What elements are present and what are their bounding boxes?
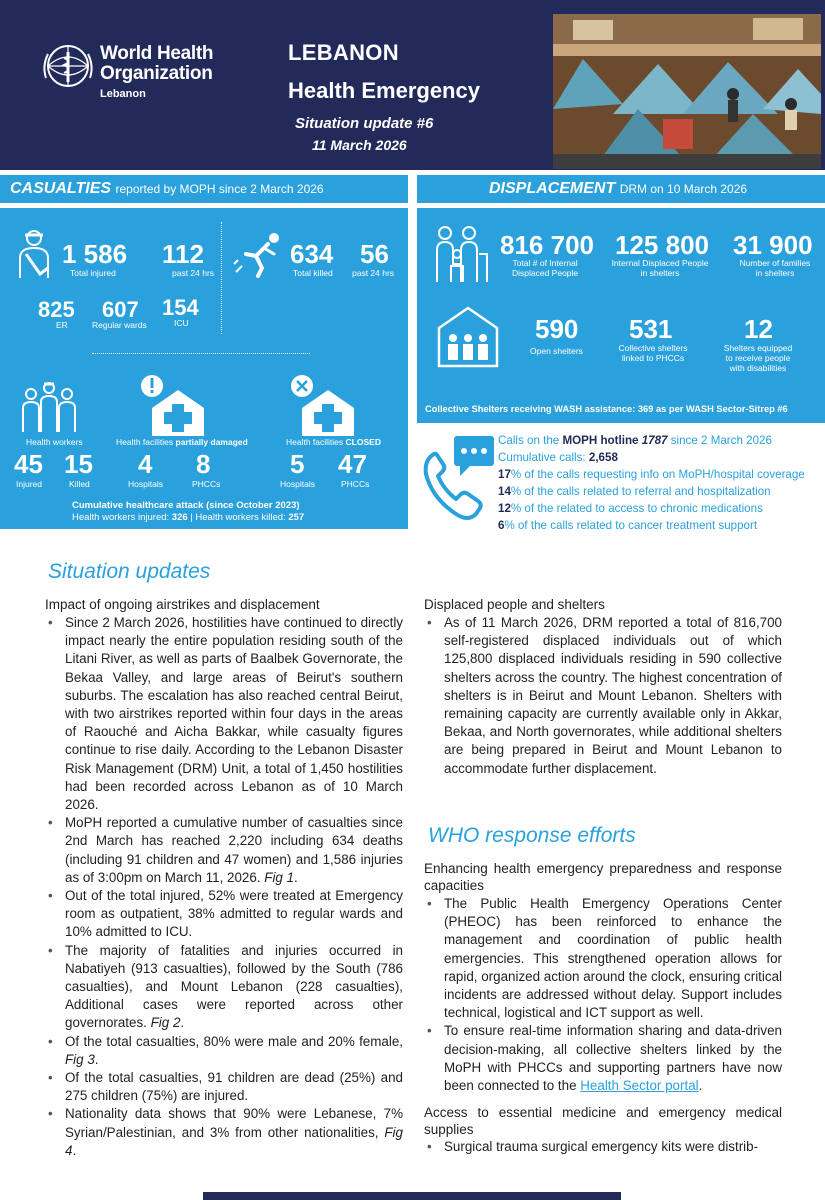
hotline-stat-2 [498,483,771,500]
partial-phccs-label: PHCCs [192,479,221,489]
displacement-title-bar [417,175,825,203]
injured-24h-value: 112 [162,239,204,269]
page-title: Health Emergency [288,78,480,103]
open-shelters-value: 590 [535,314,579,344]
hotline-post: since 2 March 2026 [670,434,772,447]
disability-shelters-label-line2: to receive people [725,353,791,363]
hotline-stat-1 [498,466,805,483]
killed-24h-value: 56 [360,239,389,269]
injured-24h-label: past 24 hrs [172,268,215,278]
hw-killed-value: 15 [64,449,93,479]
linked-shelters-label [610,343,696,363]
hotline-stat-3 [498,500,763,517]
list-item: • Out of the total injured, 52% were treated at Emergency room as outpatient, 38% admitted to regular wards and 10% admitted to ICU. [45,887,403,942]
figure-ref: Fig 2 [150,1015,181,1031]
list-item: • MoPH reported a cumulative number of casualties since 2nd March has reached 2,220 including 634 deaths (including 91 children and 47 women) and 1,586 injuries as of 3:00pm on March 11, 2026. Fig 1. [45,814,403,887]
shelter-photo [553,14,821,169]
cumul-killed-value: 257 [288,512,305,523]
closed-phccs-label: PHCCs [341,479,370,489]
cumulative-attack-values [72,512,304,524]
injured-person-icon [14,228,58,280]
hotline-stat-1-text: % of the calls requesting info on MoPH/hospital coverage [510,468,805,481]
disability-shelters-label [715,343,801,373]
list-item: • Nationality data shows that 90% were Lebanese, 7% Syrian/Palestinian, and 3% from other nationalities, Fig 4. [45,1105,403,1160]
who-response-heading: WHO response efforts [428,824,636,847]
hotline-stat-4 [498,517,757,534]
regular-wards-value: 607 [102,297,139,322]
phone-hotline-icon [420,428,498,523]
list-item: • The majority of fatalities and injuries occurred in Nabatiyeh (913 casualties), followed by the South (786 casualties), and Mount Lebanon (228 casualties), Additional cases were reported across other governorates. Fig 2. [45,942,403,1033]
figure-ref: Fig 4 [65,1124,403,1158]
disability-shelters-label-line1: Shelters equipped [723,343,793,353]
idp-shelters-value: 125 800 [615,230,709,260]
figure-ref: Fig 3 [65,1051,95,1067]
er-value: 825 [38,297,75,322]
idp-total-value: 816 700 [500,230,594,260]
families-value: 31 900 [733,230,813,260]
org-name [100,44,213,84]
vertical-divider [221,222,222,334]
situation-updates-heading: Situation updates [48,560,211,583]
hw-injured-value: 45 [14,449,43,479]
hotline-stat-3-pct: 12 [498,502,511,515]
list-item: • Of the total casualties, 80% were male and 20% female, Fig 3. [45,1033,403,1069]
closed-title-text: Health facilities [286,437,344,447]
list-item: • Of the total casualties, 91 children are dead (25%) and 275 children (75%) are injured. [45,1069,403,1105]
horizontal-divider [92,353,310,354]
list-item: • Since 2 March 2026, hostilities have continued to directly impact nearly the entire population residing south of the Litani River, as well as parts of Baalbek Governorate, the Bekaa Valley, and large areas of Beirut's southern suburbs. The escalation has also reached central Beirut, with two airstrikes reported within four days in the areas of Raouché and Aicha Bakkar, while casualty figures continue to rise daily. According to the Lebanon Disaster Risk Management (DRM) Unit, a total of 1,450 hostilities had been recorded across Lebanon as of 10 March 2026. [45,614,403,814]
idp-shelters-label-line2: in shelters [640,268,680,278]
hotline-stat-2-pct: 14 [498,485,511,498]
list-item: • Surgical trauma surgical emergency kits were distrib- [424,1138,782,1156]
killed-24h-label: past 24 hrs [352,268,395,278]
displaced-bullet-list [424,614,782,778]
displacement-subtitle: DRM on 10 March 2026 [619,182,748,196]
idp-total-label-line1: Total # of Internal [512,258,578,268]
hotline-stat-2-text: % of the calls related to referral and hospitalization [510,485,771,498]
airstrikes-subhead: Impact of ongoing airstrikes and displacement [45,597,320,612]
cumul-killed-label: Health workers killed: [195,512,286,523]
header-banner [0,0,825,170]
health-workers-title: Health workers [26,437,83,447]
partial-hospitals-label: Hospitals [128,479,163,489]
total-injured-label: Total injured [70,268,116,278]
idp-total-label [512,258,578,278]
linked-shelters-value: 531 [629,314,673,344]
hotline-stat-4-text: % of the calls related to cancer treatment support [504,519,758,532]
cumulative-attack-note [72,500,304,524]
health-workers-icon [20,378,78,434]
org-name-line1: World Health [100,43,214,64]
disability-shelters-label-line3: with disabilities [729,363,787,373]
cumul-separator: | [190,512,193,523]
hw-killed-label: Killed [69,479,90,489]
figure-ref: Fig 1 [264,869,295,885]
situation-update-number: Situation update #6 [295,115,434,132]
response-bullet-list [424,895,782,1095]
shelter-icon [435,304,501,370]
idp-shelters-label-line1: Internal Displaced People [611,258,709,268]
cumulative-attack-title: Cumulative healthcare attack (since October 2023) [72,500,300,511]
idp-shelters-label [608,258,712,278]
partial-hospitals-value: 4 [138,449,153,479]
icu-label: ICU [174,318,189,328]
medicine-bullet-list [424,1138,782,1156]
hotline-bold: MOPH hotline [562,434,639,447]
hotline-number: 1787 [641,434,668,447]
regular-wards-label: Regular wards [92,320,147,330]
total-killed-label: Total killed [293,268,333,278]
linked-shelters-label-line1: Collective shelters [618,343,688,353]
closed-title-bold: CLOSED [345,437,381,447]
wash-assistance-note: Collective Shelters receiving WASH assistance: 369 as per WASH Sector-Sitrep #6 [425,404,788,414]
country-title: LEBANON [288,40,399,65]
list-item-text: To ensure real-time information sharing and data-driven decision-making, all collective shelters linked by the MoPH with PHCCs and supporting partners have now been connected to the [444,1023,782,1094]
medicine-subhead: Access to essential medicine and emergency medical supplies [424,1105,782,1137]
partially-damaged-title-bold: partially damaged [175,437,248,447]
displacement-title: DISPLACEMENT [489,180,616,197]
hw-injured-label: Injured [16,479,42,489]
hotline-stat-4-pct: 6 [498,519,505,532]
families-label-line1: Number of families [739,258,811,268]
casualties-subtitle: reported by MOPH since 2 March 2026 [115,182,324,196]
footer-bar [203,1192,621,1200]
hotline-pre: Calls on the [498,434,560,447]
list-item-text: Nationality data shows that 90% were Lebanese, 7% Syrian/Palestinian, and 3% from other nationalities, [65,1106,403,1140]
casualties-title-bar [0,175,408,203]
hotline-line2 [498,449,618,466]
org-name-line2: Organization [100,63,213,84]
closed-phccs-value: 47 [338,449,367,479]
list-item-text: MoPH reported a cumulative number of casualties since 2nd March has reached 2,220 including 634 deaths (including 91 children and 47 women) and 1,586 injuries as of 3:00pm on March 11, 2026. [65,815,403,885]
icu-value: 154 [162,295,199,320]
cumulative-calls-value: 2,658 [588,451,618,464]
displaced-family-icon [431,224,489,284]
cumul-injured-value: 326 [171,512,188,523]
list-item-text: The majority of fatalities and injuries occurred in Nabatiyeh (913 casualties), followed by the South (786 casualties), and Mount Lebanon (228 casualties), Additional cases were reported across other governorates. [65,942,403,1031]
preparedness-subhead: Enhancing health emergency preparedness and response capacities [424,861,782,893]
who-emblem-icon [40,38,96,94]
report-date: 11 March 2026 [312,137,407,153]
falling-person-icon [232,230,284,280]
idp-total-label-line2: Displaced People [512,268,579,278]
health-sector-portal-link[interactable]: Health Sector portal [580,1078,699,1094]
casualties-panel [0,208,408,529]
hotline-stat-3-text: % of the related to access to chronic medications [510,502,763,515]
partially-damaged-title [116,437,248,447]
displaced-subhead: Displaced people and shelters [424,597,605,612]
facility-closed-icon [288,372,358,438]
total-killed-value: 634 [290,239,334,269]
airstrikes-bullet-list [45,614,403,1160]
closed-title [286,437,381,447]
cumulative-calls-label: Cumulative calls: [498,451,586,464]
families-label-line2: in shelters [755,268,795,278]
partial-phccs-value: 8 [196,449,211,479]
er-label: ER [56,320,68,330]
families-label [735,258,815,278]
list-item-text: Of the total casualties, 80% were male and 20% female, [65,1033,403,1049]
hotline-stat-1-pct: 17 [498,468,511,481]
open-shelters-label: Open shelters [530,346,583,356]
list-item: • The Public Health Emergency Operations Center (PHEOC) has been reinforced to enhance the management and coordination of public health emergencies. This strengthened operation allows for rapid, organized action around the clock, ensuring critical incidents are addressed without delay. Support includes technical, logistical and ICT support as well. [424,895,782,1022]
casualties-title: CASUALTIES [10,180,112,197]
cumul-injured-label: Health workers injured: [72,512,170,523]
linked-shelters-label-line2: linked to PHCCs [621,353,685,363]
closed-hospitals-label: Hospitals [280,479,315,489]
partially-damaged-title-text: Health facilities [116,437,174,447]
org-country: Lebanon [100,88,146,100]
closed-hospitals-value: 5 [290,449,305,479]
facility-partially-damaged-icon [138,372,208,438]
list-item: • As of 11 March 2026, DRM reported a total of 816,700 self-registered displaced individuals out of which 125,800 displaced individuals residing in 590 collective shelters across the country. The highest concentration of shelters is in Beirut and Mount Lebanon. Shelters with remaining capacity are currently available only in Akkar, Bekaa, and North governorates, while additional shelters are being prepared in Beirut and Mount Lebanon to accommodate further displacement. [424,614,782,778]
hotline-line1 [498,432,772,449]
disability-shelters-value: 12 [744,314,773,344]
displacement-panel [417,208,825,423]
list-item: • To ensure real-time information sharing and data-driven decision-making, all collective shelters linked by the MoPH with PHCCs and supporting partners have now been connected to the Health Sector portal. [424,1022,782,1095]
total-injured-value: 1 586 [62,239,128,269]
